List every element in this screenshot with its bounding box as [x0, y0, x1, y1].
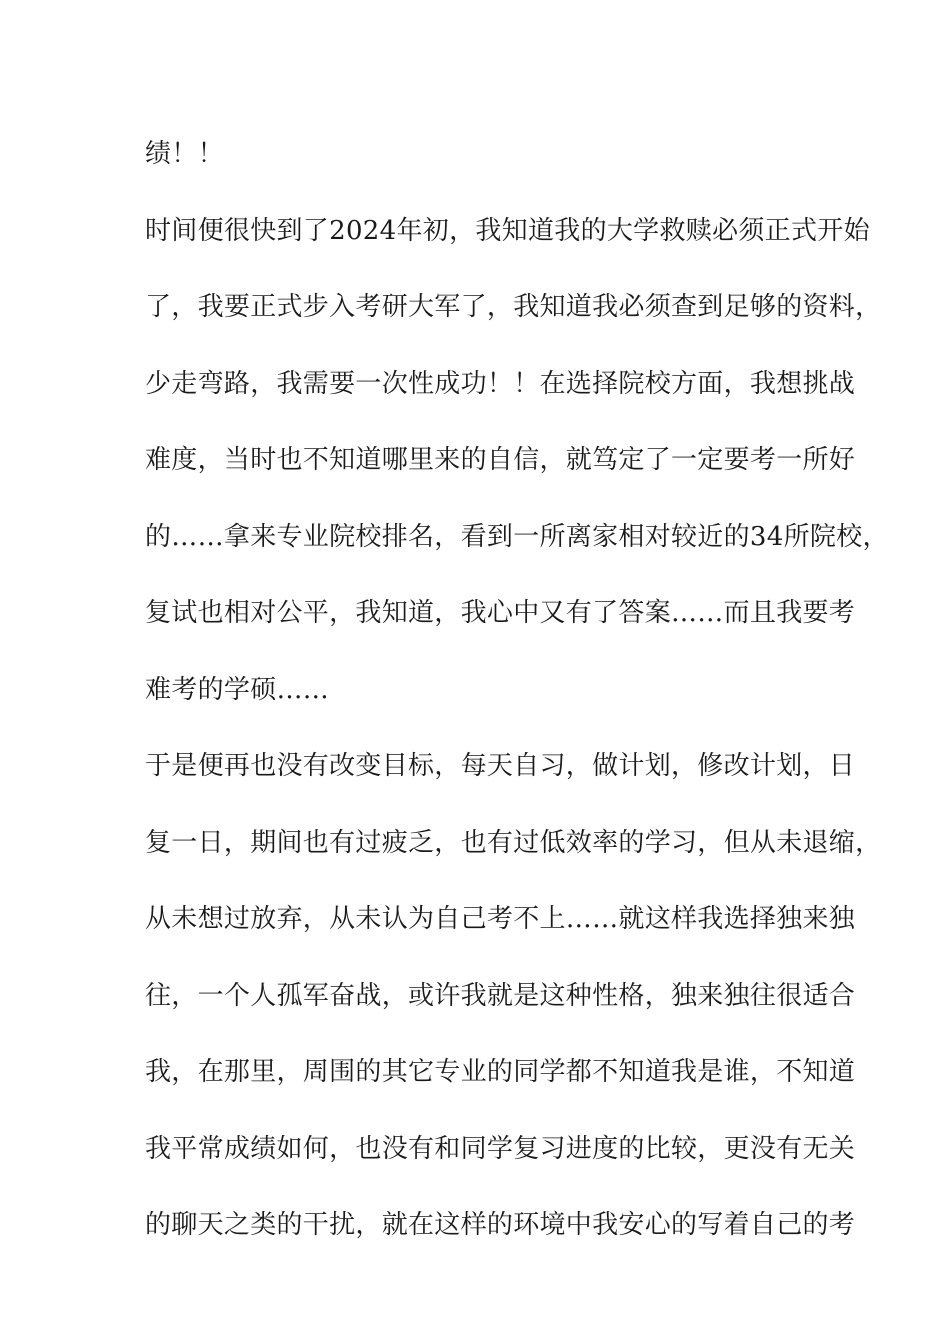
text-line: 从未想过放弃，从未认为自己考不上……就这样我选择独来独 [145, 904, 856, 934]
text-line: 复试也相对公平，我知道，我心中又有了答案……而且我要考 [145, 598, 856, 628]
text-line: 难考的学硕…… [145, 674, 330, 705]
text-line: 了，我要正式步入考研大军了，我知道我必须查到足够的资料， [145, 292, 882, 322]
text-line: 时间便很快到了2024年初，我知道我的大学救赎必须正式开始 [145, 215, 870, 246]
text-line: 我平常成绩如何，也没有和同学复习进度的比较，更没有无关 [145, 1133, 856, 1164]
text-line: 于是便再也没有改变目标，每天自习，做计划，修改计划，日 [145, 751, 856, 781]
text-line: 少走弯路，我需要一次性成功！！在选择院校方面，我想挑战 [145, 368, 856, 399]
text-line: 的……拿来专业院校排名，看到一所离家相对较近的34所院校， [145, 521, 889, 552]
text-line: 难度，当时也不知道哪里来的自信，就笃定了一定要考一所好 [145, 445, 856, 475]
text-line: 的聊天之类的干扰，就在这样的环境中我安心的写着自己的考 [145, 1210, 856, 1240]
body-text [145, 130, 889, 1278]
text-line: 复一日，期间也有过疲乏，也有过低效率的学习，但从未退缩， [145, 827, 882, 858]
text-line: 往，一个人孤军奋战，或许我就是这种性格，独来独往很适合 [145, 980, 856, 1011]
text-line: 绩！！ [145, 139, 224, 169]
text-line: 我，在那里，周围的其它专业的同学都不知道我是谁，不知道 [145, 1057, 856, 1087]
